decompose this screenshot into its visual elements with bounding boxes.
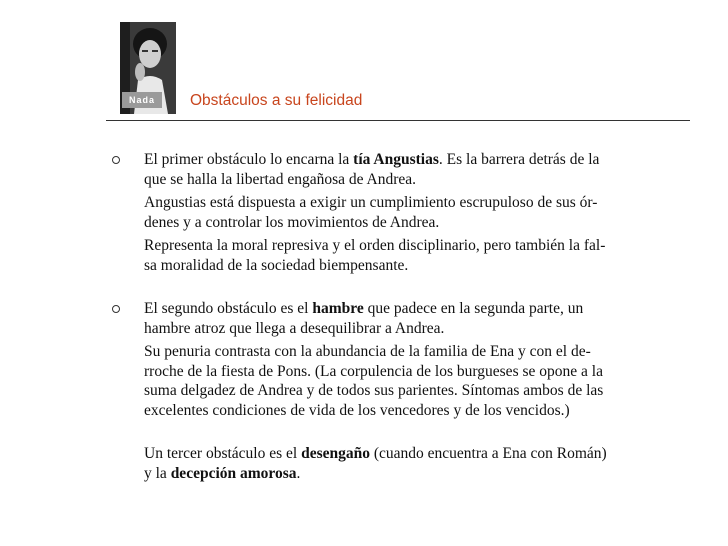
slide-title: Obstáculos a su felicidad — [190, 92, 363, 109]
text-span: Angustias está dispuesta a exigir un cumplimiento escrupuloso de sus ór- — [144, 194, 598, 211]
paragraph — [144, 444, 682, 483]
text-span: que padece en la segunda parte, un — [363, 300, 584, 317]
title-divider — [106, 120, 690, 121]
bullet-item — [112, 150, 682, 275]
text-span: rroche de la fiesta de Pons. (La corpulencia de los burgueses se opone a la — [144, 362, 603, 380]
closing-paragraph — [112, 444, 682, 483]
emphasis-text: decepción amorosa — [170, 464, 297, 482]
text-span: El segundo obstáculo es el — [144, 300, 313, 317]
paragraph — [144, 150, 682, 189]
spacer — [112, 279, 682, 299]
bullet-item — [112, 299, 682, 420]
cover-title-badge: Nada — [122, 92, 162, 108]
text-span: Representa la moral represiva y el orden disciplinario, pero también la fal- — [144, 237, 606, 254]
paragraph — [144, 193, 682, 232]
text-span: Un tercer obstáculo es el — [144, 445, 302, 462]
paragraph — [144, 236, 682, 275]
text-span: excelentes condiciones de vida de los vencedores y de los vencidos.) — [144, 401, 570, 419]
hollow-bullet-icon — [112, 156, 120, 164]
book-cover-image — [120, 22, 176, 114]
text-span: que se halla la libertad engañosa de Andrea. — [144, 170, 416, 188]
text-span: denes y a controlar los movimientos de Andrea. — [144, 213, 440, 231]
text-span: hambre atroz que llega a desequilibrar a Andrea. — [144, 319, 445, 337]
text-span: Su penuria contrasta con la abundancia de la familia de Ena y con el de- — [144, 343, 591, 360]
text-span: suma delgadez de Andrea y de todos sus parientes. Síntomas ambos de las — [144, 382, 604, 399]
paragraph — [144, 342, 682, 420]
text-span: (cuando encuentra a Ena con Román) — [370, 445, 607, 462]
hollow-bullet-icon — [112, 305, 120, 313]
spacer — [112, 424, 682, 444]
emphasis-text: hambre — [312, 300, 364, 317]
text-span: El primer obstáculo lo encarna la — [144, 151, 354, 168]
paragraph — [144, 299, 682, 338]
text-span: sa moralidad de la sociedad biempensante. — [144, 256, 409, 274]
emphasis-text: tía Angustias — [353, 151, 439, 168]
slide-content — [112, 150, 682, 487]
text-span: . — [296, 464, 301, 482]
text-span: y la — [144, 464, 171, 482]
emphasis-text: desengaño — [301, 445, 370, 462]
text-span: . Es la barrera detrás de la — [438, 151, 600, 168]
